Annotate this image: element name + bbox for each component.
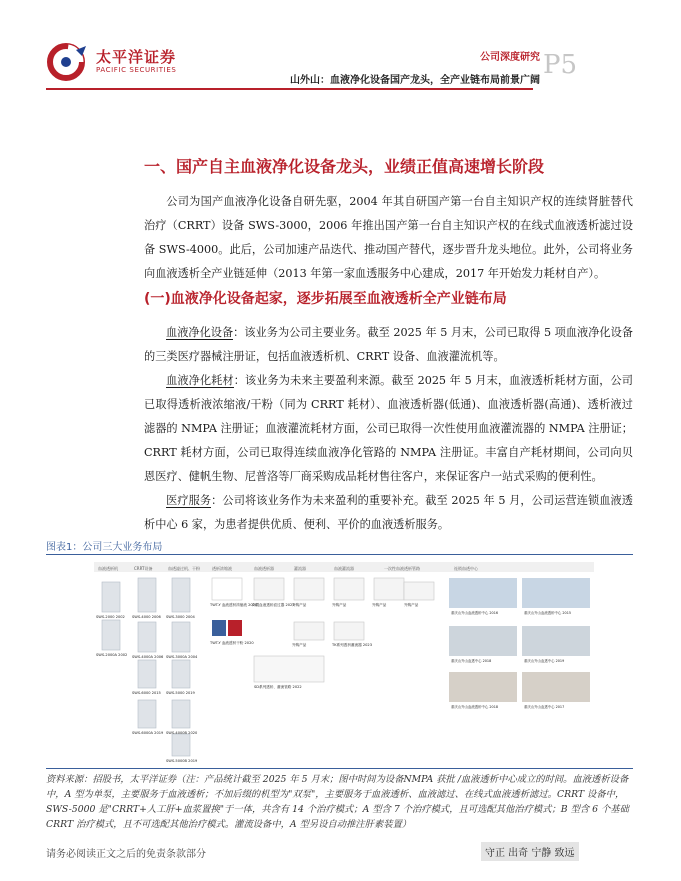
subsection-heading: (一)血液净化设备起家，逐步拓展至血液透析全产业链布局	[144, 291, 507, 307]
equipment-paragraph	[144, 321, 633, 369]
figure-device-label: SWS-5000B 2019	[166, 759, 198, 763]
figure-center-label: 重庆山外山血透中心 2018	[451, 659, 492, 663]
page-number: P5	[543, 50, 578, 80]
section-heading: 一、国产自主血液净化设备龙头，业绩正值高速增长阶段	[144, 157, 545, 176]
figure-device-label: SWS-5000 2019	[166, 691, 195, 695]
services-text: ：公司将该业务作为未来盈利的重要补充。截至 2025 年 5 月，公司运营连锁血液透析中心 6 家，为患者提供优质、便利、平价的血液透析服务。	[144, 494, 633, 531]
figure-consumable-label: 外购产品	[404, 603, 419, 607]
figure-col-header: 血液透析机	[98, 566, 118, 571]
figure-rule-top	[46, 554, 633, 555]
figure-col-header: 连锁血透中心	[454, 566, 478, 571]
figure-device-label: SWS-4000B 2020	[166, 731, 198, 735]
figure-source: 资料来源：招股书，太平洋证券（注：产品统计截至 2025 年 5 月末；图中时间为设备NMPA 获批 /血液透析中心成立的时间。血液透析设备中，A 型为单泵，主要服务于血液透析；不加后缀的机型为"双泵"，主要服务于血液透析、血液滤过、在线式血液透析滤过。CRRT 设备中，SWS-5000 是"CRRT+人工肝+血浆置换"于一体，共含有 14 个治疗模式；A 型含 7 个治疗模式，且可选配其他治疗模式；B 型含 6 个基础 CRRT 治疗模式，且不可选配其他治疗模式。灌流设备中，A 型另设自动推注肝素装置）	[46, 774, 629, 830]
consumable-images	[212, 578, 434, 682]
figure-device-label: SWS-4000A 2006	[132, 655, 164, 659]
services-term: 医疗服务	[166, 494, 212, 507]
figure-device-label: SWS-3000A 2004	[166, 655, 198, 659]
figure-center-label: 重庆山外山血液透析中心 2016	[451, 611, 499, 615]
figure-consumable-label: 外购产品	[292, 603, 307, 607]
logo-mark-icon	[46, 42, 90, 82]
figure-col-header: CRRT设备	[134, 566, 153, 571]
services-paragraph	[144, 489, 633, 537]
footer-disclaimer: 请务必阅读正文之后的免责条款部分	[46, 849, 206, 860]
figure-center-label: 重庆山外山血透中心 2019	[524, 659, 565, 663]
center-photos	[449, 578, 590, 702]
figure-center-label: 重庆山外山血液透析中心 2018	[451, 705, 499, 709]
figure-col-header: 一次性血液透析管路	[384, 566, 420, 571]
equipment-text: ：该业务为公司主要业务。截至 2025 年 5 月末，公司已取得 5 项血液净化设备的三类医疗器械注册证，包括血液透析机、CRRT 设备、血液灌流机等。	[144, 326, 633, 363]
intro-text: 公司为国产血液净化设备自研先驱，2004 年其自研国产第一台自主知识产权的连续肾脏替代治疗（CRRT）设备 SWS-3000，2006 年推出国产第一台自主知识产权的在线式血液透析滤过设备 SWS-4000。此后，公司加速产品迭代、推动国产替代，逐步晋升龙头地位。此外，公司将业务向血液透析全产业链延伸（2013 年第一家血透服务中心建成，2017 年开始发力耗材自产）。	[144, 195, 633, 280]
figure-consumable-label: 内置血液透析滤过器 2022	[252, 603, 295, 607]
report-subtitle: 山外山：血液净化设备国产龙头，全产业链布局前景广阔	[290, 75, 540, 86]
figure-col-header: 血液透析器	[254, 566, 274, 571]
figure-col-header: 灌流器	[294, 566, 306, 571]
equipment-term: 血液净化设备	[166, 326, 234, 339]
figure-device-label: SWS-3000 2004	[166, 615, 195, 619]
figure-consumable-label: 外购产品	[372, 603, 387, 607]
figure-consumable-label: SD系列透析、灌流管路 2022	[254, 685, 302, 689]
figure-device-label: SWS-6000A 2019	[132, 731, 164, 735]
consumables-term: 血液净化耗材	[166, 374, 234, 387]
page-header	[0, 0, 681, 110]
report-type: 公司深度研究	[480, 52, 540, 63]
figure-device-label: SWS-4000 2006	[132, 615, 161, 619]
logo-en: PACIFIC SECURITIES	[96, 66, 177, 74]
company-logo	[46, 42, 186, 82]
consumables-paragraph	[144, 369, 633, 489]
logo-cn: 太平洋证券	[96, 48, 177, 66]
intro-paragraph	[144, 190, 633, 286]
figure-consumable-label: TWT-Y 血液透析浓缩液 2020	[210, 603, 258, 607]
figure-col-header: 血透滤过机、干粉	[168, 566, 200, 571]
business-layout-figure	[94, 560, 594, 765]
figure-device-label: SWS-2000A 2002	[96, 653, 128, 657]
figure-consumable-label: 外购产品	[332, 603, 347, 607]
figure-col-header: 血液灌流器	[334, 566, 354, 571]
figure-caption: 图表1：公司三大业务布局	[46, 542, 163, 553]
device-images	[102, 578, 190, 756]
figure-center-label: 重庆山外山血透中心 2017	[524, 705, 565, 709]
figure-device-label: SWS-2000 2002	[96, 615, 125, 619]
figure-rule-bottom	[46, 768, 633, 769]
figure-center-label: 重庆山外山血液透析中心 2015	[524, 611, 572, 615]
figure-consumable-label: 外购产品	[292, 643, 307, 647]
header-rule	[46, 88, 533, 90]
footer-motto: 守正 出奇 宁静 致远	[481, 842, 579, 861]
figure-col-header: 透析浓缩液	[212, 566, 232, 571]
consumables-text: ：该业务为未来主要盈利来源。截至 2025 年 5 月末，血液透析耗材方面，公司已取得透析液浓缩液/干粉（同为 CRRT 耗材）、血液透析器(低通)、血液透析器(高通)、透析液过滤器的 NMPA 注册证；血液灌流耗材方面，公司已取得一次性使用血液灌流器的 NMPA 注册证；CRRT 耗材方面，公司已取得连续血液净化管路的 NMPA 注册证。丰富自产耗材期间，公司向贝恩医疗、健帆生物、尼普洛等厂商采购成品耗材售往客户，来保证客户一站式采购的便利性。	[144, 374, 633, 483]
figure-consumable-label: TWT-Y 血液透析干粉 2020	[210, 641, 254, 645]
figure-consumable-label: TK系列透析灌流器 2023	[332, 643, 372, 647]
figure-device-label: SWS-6000 2015	[132, 691, 161, 695]
